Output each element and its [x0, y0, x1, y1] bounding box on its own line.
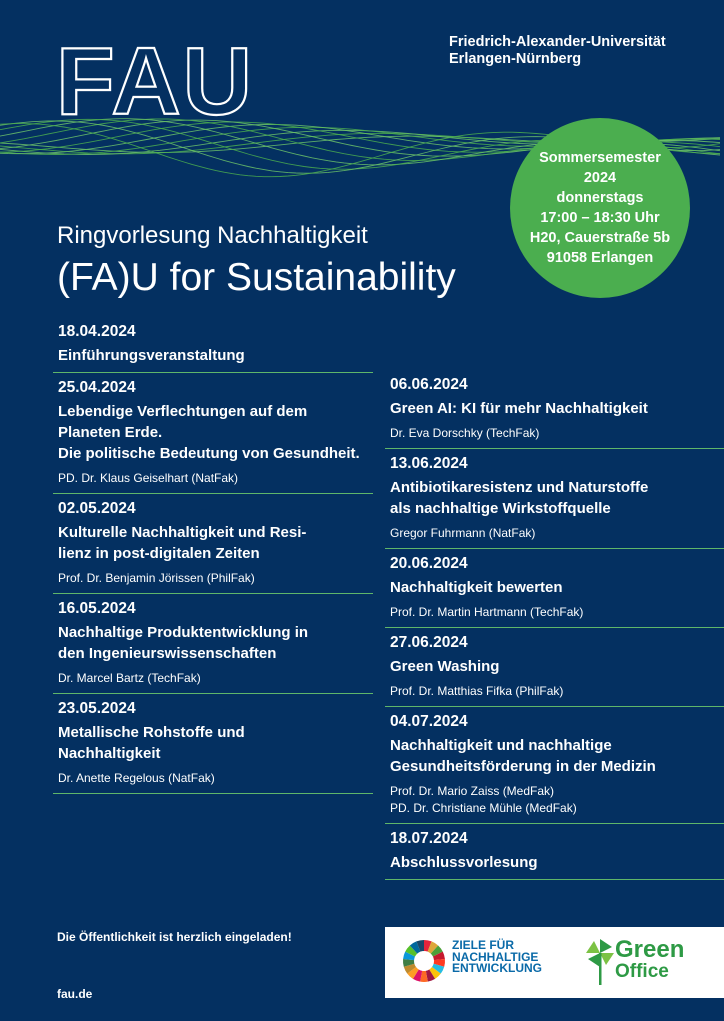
events-column-left	[53, 317, 373, 794]
event-speakers	[390, 783, 719, 817]
public-invitation-note: Die Öffentlichkeit ist herzlich eingeladen!	[57, 930, 292, 944]
event-date: 06.06.2024	[390, 376, 468, 393]
speaker-name: Prof. Dr. Benjamin Jörissen (PhilFak)	[58, 571, 255, 585]
event-date: 27.06.2024	[390, 634, 468, 651]
speaker-name: Prof. Dr. Matthias Fifka (PhilFak)	[390, 684, 564, 698]
event-date: 02.05.2024	[58, 500, 136, 517]
series-subtitle: Ringvorlesung Nachhaltigkeit	[57, 222, 368, 249]
event-title: Nachhaltigkeit bewerten	[390, 579, 563, 596]
event-speakers	[58, 470, 368, 487]
event-item	[53, 373, 373, 494]
event-title: Green AI: KI für mehr Nachhaltigkeit	[390, 400, 648, 417]
fau-logo-text: FAU	[56, 36, 254, 120]
event-title: Abschlussvorlesung	[390, 854, 538, 871]
event-item	[53, 594, 373, 694]
event-title: Nachhaltigkeit und nachhaltige Gesundheitsförderung in der Medizin	[390, 737, 656, 775]
sdg-line-1: ZIELE FÜR	[452, 938, 514, 952]
speaker-name: Dr. Anette Regelous (NatFak)	[58, 771, 215, 785]
info-circle	[510, 118, 690, 298]
sdg-wheel-icon	[402, 939, 446, 983]
event-item	[385, 370, 724, 449]
event-date: 25.04.2024	[58, 379, 136, 396]
sdg-logo-text	[452, 940, 542, 975]
green-office-line-2: Office	[615, 961, 669, 982]
event-title: Metallische Rohstoffe und Nachhaltigkeit	[58, 724, 245, 762]
event-date: 18.04.2024	[58, 323, 136, 340]
event-title: Antibiotikaresistenz und Naturstoffe als nachhaltige Wirkstoffquelle	[390, 479, 649, 517]
year-label: 2024	[583, 170, 617, 186]
website-link[interactable]: fau.de	[57, 987, 93, 1001]
event-item	[385, 824, 724, 880]
event-speakers	[390, 525, 719, 542]
event-speakers	[390, 604, 719, 621]
event-speakers	[390, 683, 719, 700]
speaker-name: PD. Dr. Klaus Geiselhart (NatFak)	[58, 471, 239, 485]
event-title: Einführungsveranstaltung	[58, 347, 245, 364]
speaker-name: Prof. Dr. Martin Hartmann (TechFak)	[390, 605, 584, 619]
fau-logo	[56, 36, 276, 120]
weekday-label: donnerstags	[556, 190, 644, 206]
event-date: 18.07.2024	[390, 830, 468, 847]
event-title: Green Washing	[390, 658, 500, 675]
event-date: 20.06.2024	[390, 555, 468, 572]
event-date: 16.05.2024	[58, 600, 136, 617]
location-label: H20, Cauerstraße 5b	[529, 230, 671, 246]
event-speakers	[390, 425, 719, 442]
event-speakers	[58, 570, 368, 587]
event-item	[385, 707, 724, 824]
sdg-line-3: ENTWICKLUNG	[452, 961, 542, 975]
event-date: 04.07.2024	[390, 713, 468, 730]
speaker-name: PD. Dr. Christiane Mühle (MedFak)	[390, 801, 577, 815]
speaker-name: Dr. Marcel Bartz (TechFak)	[58, 671, 201, 685]
event-date: 13.06.2024	[390, 455, 468, 472]
speaker-name: Gregor Fuhrmann (NatFak)	[390, 526, 536, 540]
series-title: (FA)U for Sustainability	[57, 256, 456, 299]
sdg-line-2: NACHHALTIGE	[452, 949, 539, 964]
university-line-1: Friedrich-Alexander-Universität	[449, 34, 666, 50]
speaker-name: Prof. Dr. Mario Zaiss (MedFak)	[390, 784, 555, 798]
event-title: Nachhaltige Produktentwicklung in den Ingenieurswissenschaften	[58, 624, 309, 662]
events-column-right	[385, 370, 724, 880]
university-line-2: Erlangen-Nürnberg	[449, 51, 582, 67]
event-title: Kulturelle Nachhaltigkeit und Resi- lienz in post-digitalen Zeiten	[58, 524, 307, 562]
time-label: 17:00 – 18:30 Uhr	[540, 210, 660, 226]
event-item	[385, 549, 724, 628]
green-office-logo	[587, 938, 684, 982]
event-speakers	[58, 670, 368, 687]
event-date: 23.05.2024	[58, 700, 136, 717]
event-item	[53, 494, 373, 594]
green-office-line-1: Green	[615, 936, 685, 963]
university-name	[449, 34, 666, 68]
semester-label: Sommersemester	[539, 150, 661, 166]
speaker-name: Dr. Eva Dorschky (TechFak)	[390, 426, 540, 440]
event-item	[385, 628, 724, 707]
event-item	[385, 449, 724, 549]
event-title: Lebendige Verflechtungen auf dem Planeten Erde. Die politische Bedeutung von Gesundheit.	[58, 403, 360, 462]
event-speakers	[58, 770, 368, 787]
event-item	[53, 317, 373, 373]
city-label: 91058 Erlangen	[546, 250, 654, 266]
event-item	[53, 694, 373, 794]
